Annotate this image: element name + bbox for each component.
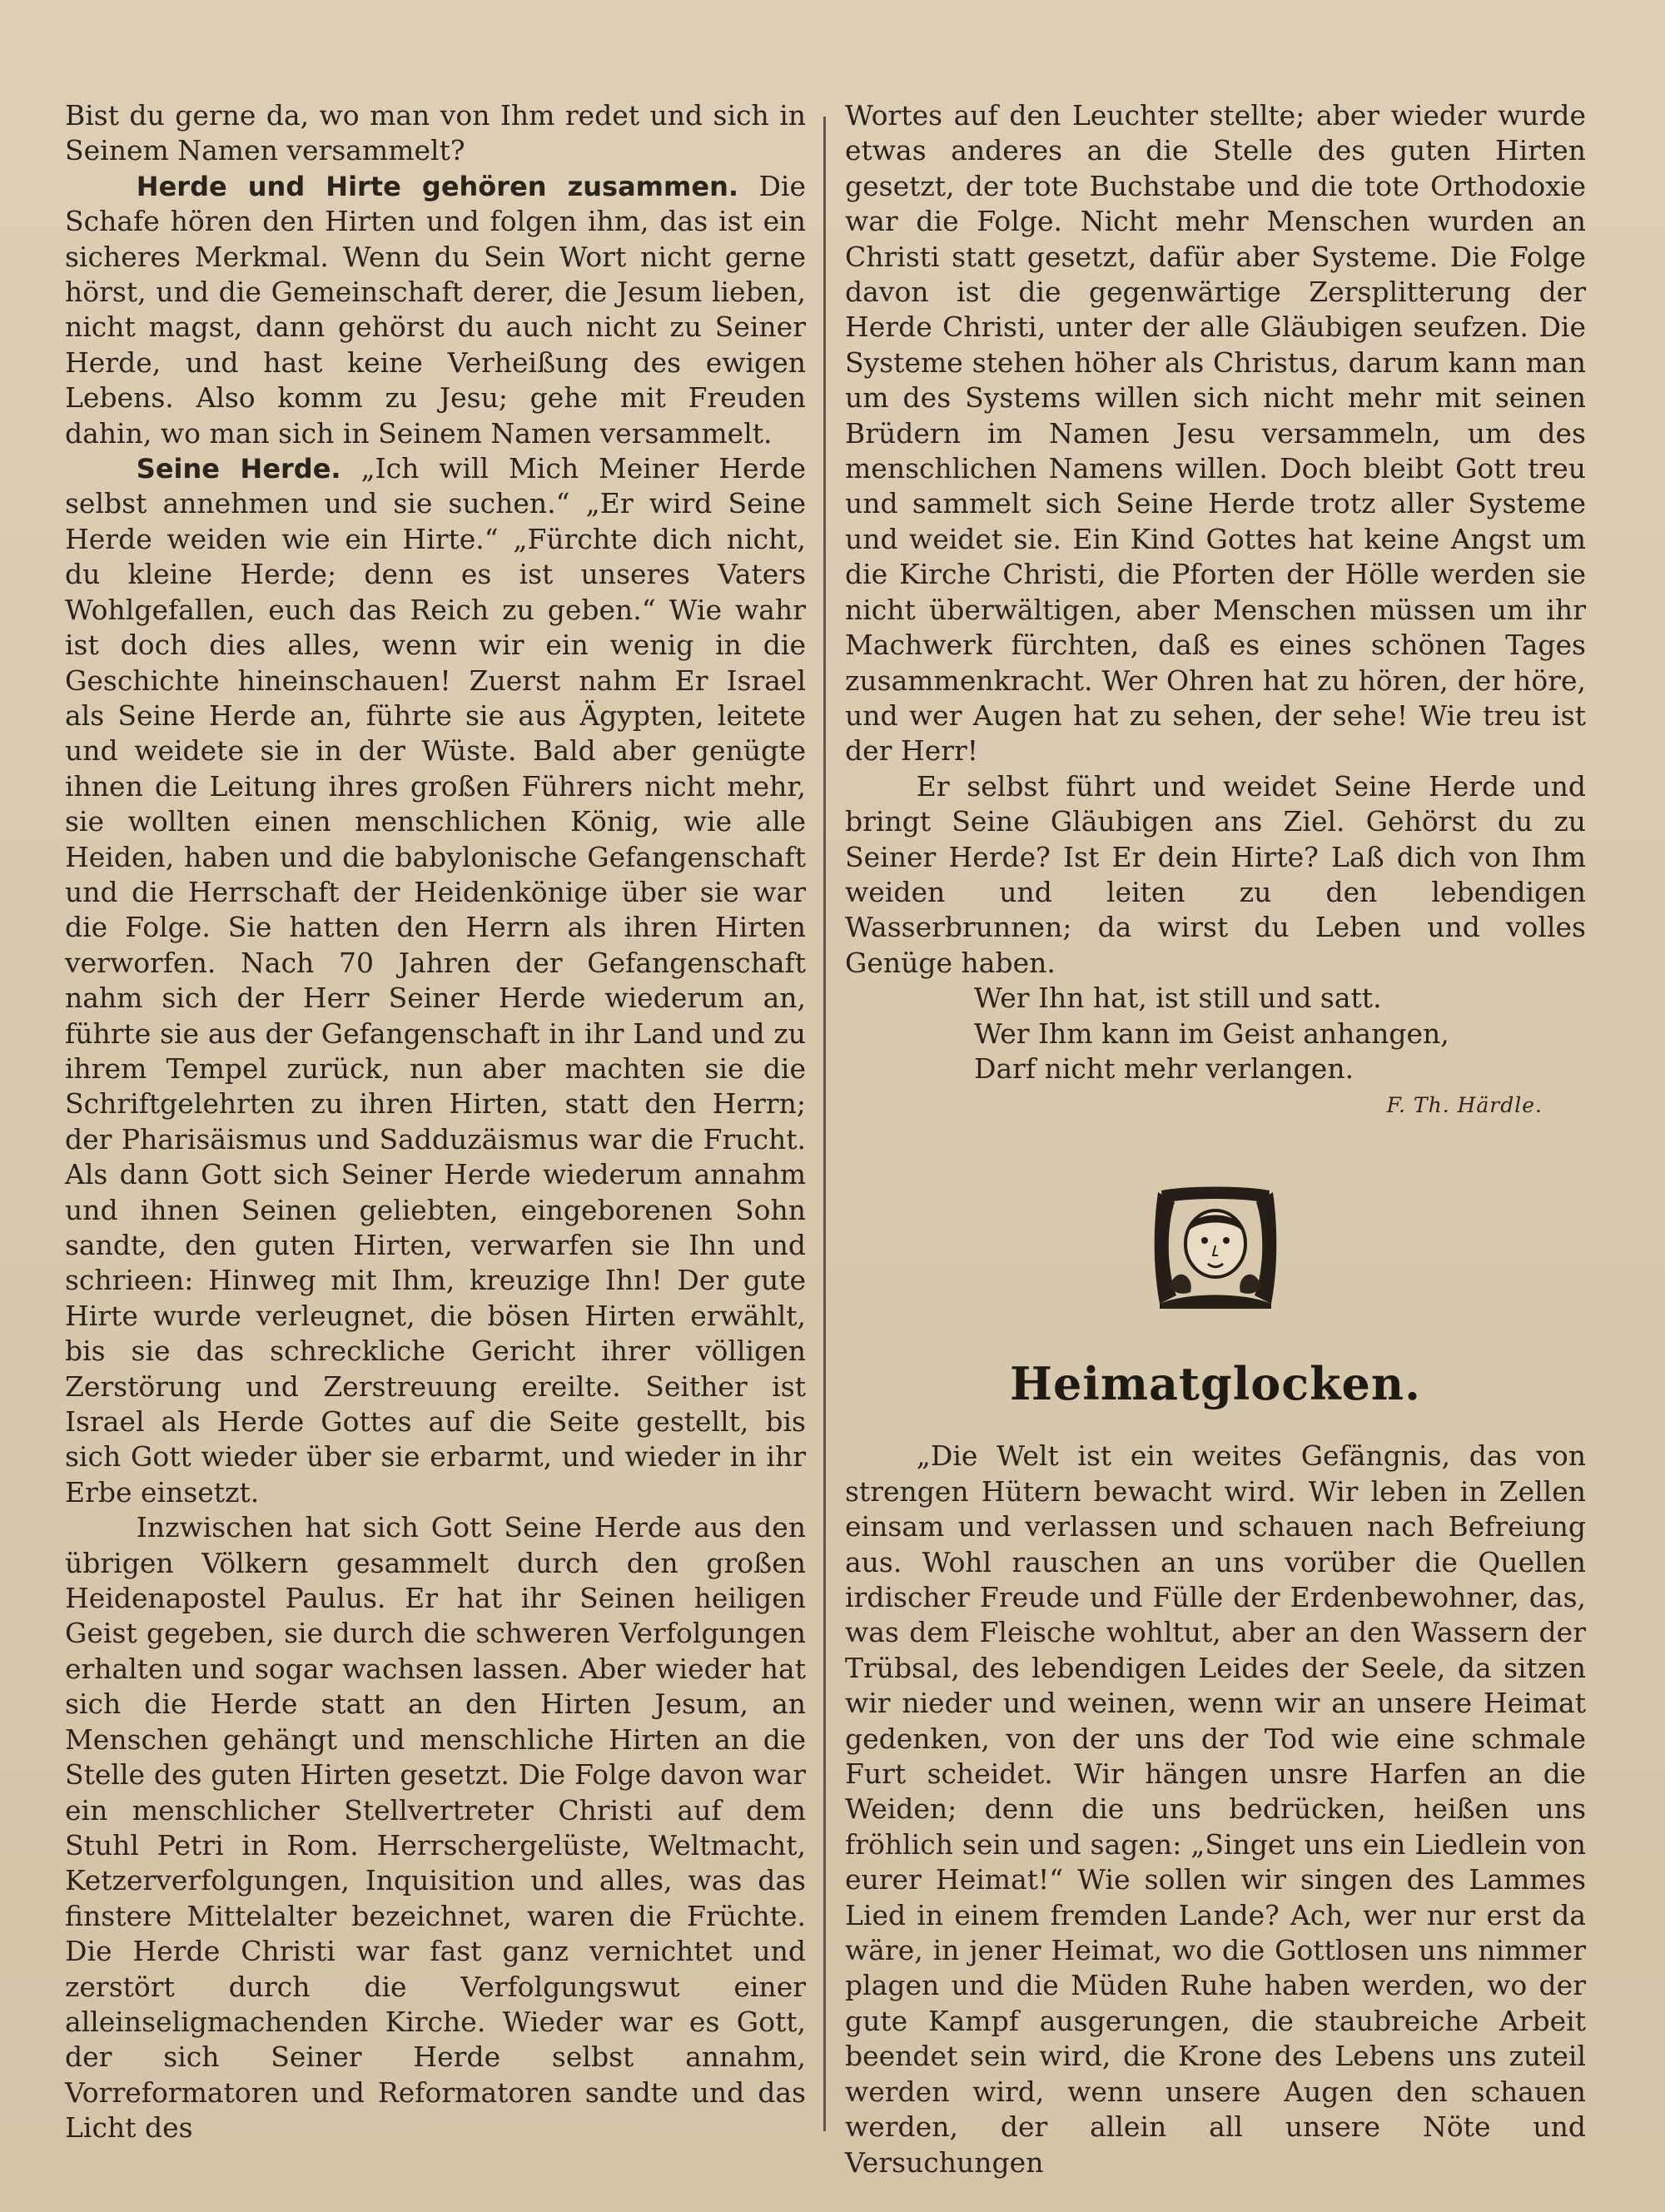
cherub-vignette-icon: [1153, 1186, 1278, 1310]
paragraph-herde-und-hirte-text: Die Schafe hören den Hirten und folgen ihm, das ist ein sicheres Merkmal. Wenn du Sein Wort nicht gerne hörst, und die Gemeinschaft derer, die Jesum lieben, nicht magst, dann gehörst du auch nicht zu Seiner Herde, und hast keine Verheißung des ewigen Lebens. Also komm zu Jesu; gehe mit Freuden dahin, wo man sich in Seinem Namen versammelt.: [65, 169, 806, 450]
paragraph-die-welt: „Die Welt ist ein weites Gefängnis, das von strengen Hütern bewacht wird. Wir leben in Zellen einsam und verlassen und schauen nach Befreiung aus. Wohl rauschen an uns vorüber die Quellen irdischer Freude und Fülle der Erdenbewohner, das, was dem Fleische wohltut, aber an den Wassern der Trübsal, des lebendigen Leides der Seele, da sitzen wir nieder und weinen, wenn wir an unsere Heimat gedenken, von der uns der Tod wie eine schmale Furt scheidet. Wir hängen unsre Harfen an die Weiden; denn die uns bedrücken, heißen uns fröhlich sein und sagen: „Singet uns ein Liedlein von eurer Heimat!“ Wie sollen wir singen des Lammes Lied in einem fremden Lande? Ach, wer nur erst da wäre, in jener Heimat, wo die Gottlosen uns nimmer plagen und die Müden Ruhe haben werden, wo der gute Kampf ausgerungen, die staubreiche Arbeit beendet sein wird, die Krone des Lebens uns zuteil werden wird, wenn unsere Augen den schauen werden, der allein all unsere Nöte und Versuchungen: [845, 1439, 1586, 2179]
paragraph-er-selbst: Er selbst führt und weidet Seine Herde und bringt Seine Gläubigen ans Ziel. Gehörst du zu Seiner Herde? Ist Er dein Hirte? Laß dich von Ihm weiden und leiten zu den lebendigen Wasserbrunnen; da wirst du Leben und volles Genüge haben.: [845, 769, 1586, 979]
paragraph-inzwischen: Inzwischen hat sich Gott Seine Herde aus den übrigen Völkern gesammelt durch den großen Heidenapostel Paulus. Er hat ihr Seinen heiligen Geist gegeben, sie durch die schweren Verfolgungen erhalten und sogar wachsen lassen. Aber wieder hat sich die Herde statt an den Hirten Jesum, an Menschen gehängt und menschliche Hirten an die Stelle des guten Hirten gesetzt. Die Folge davon war ein menschlicher Stellvertreter Christi auf dem Stuhl Petri in Rom. Herrschergelüste, Weltmacht, Ketzerverfolgungen, Inquisition und alles, was das finstere Mittelalter bezeichnet, waren die Früchte. Die Herde Christi war fast ganz vernichtet und zerstört durch die Verfolgungswut einer alleinseligmachenden Kirche. Wieder war es Gott, der sich Seiner Herde selbst annahm, Vorreformatoren und Reformatoren sandte und das Licht des: [65, 1511, 806, 2145]
lead-seine-herde: Seine Herde.: [136, 453, 341, 485]
section-heading: Heimatglocken.: [1010, 1357, 1421, 1411]
column-divider: [823, 117, 826, 2131]
poem-line-2: Wer Ihm kann im Geist anhangen,: [974, 1017, 1449, 1050]
author-signature: F. Th. Härdle.: [1386, 1093, 1543, 1118]
lead-herde-und-hirte: Herde und Hirte gehören zusammen.: [136, 170, 739, 202]
paragraph-seine-herde: [65, 451, 806, 1510]
section-body: [845, 1439, 1586, 2180]
left-column: [65, 98, 806, 2146]
right-column: [845, 98, 1586, 2180]
poem: [974, 981, 1586, 1086]
poem-line-3: Darf nicht mehr verlangen.: [974, 1051, 1354, 1085]
paragraph-herde-und-hirte: [65, 169, 806, 451]
paragraph-1: Bist du gerne da, wo man von Ihm redet und sich in Seinem Namen versammelt?: [65, 99, 806, 167]
paragraph-wortes: Wortes auf den Leuchter stellte; aber wieder wurde etwas anderes an die Stelle des guten Hirten gesetzt, der tote Buchstabe und die tote Orthodoxie war die Folge. Nicht mehr Menschen wurden an Christi statt gesetzt, dafür aber Systeme. Die Folge davon ist die gegenwärtige Zersplitterung der Herde Christi, unter der alle Gläubigen seufzen. Die Systeme stehen höher als Christus, darum kann man um des Systems willen sich nicht mehr mit seinen Brüdern im Namen Jesu versammeln, um des menschlichen Namens willen. Doch bleibt Gott treu und sammelt sich Seine Herde trotz aller Systeme und weidet sie. Ein Kind Gottes hat keine Angst um die Kirche Christi, die Pforten der Hölle werden sie nicht überwältigen, aber Menschen müssen um ihr Machwerk fürchten, daß es eines schönen Tages zusammenkracht. Wer Ohren hat zu hören, der höre, und wer Augen hat zu sehen, der sehe! Wie treu ist der Herr!: [845, 99, 1586, 768]
poem-line-1: Wer Ihn hat, ist still und satt.: [974, 982, 1382, 1015]
paragraph-seine-herde-text: „Ich will Mich Meiner Herde selbst annehmen und sie suchen.“ „Er wird Seine Herde weiden wie ein Hirte.“ „Fürchte dich nicht, du kleine Herde; denn es ist unseres Vaters Wohlgefallen, euch das Reich zu geben.“ Wie wahr ist doch dies alles, wenn wir ein wenig in die Geschichte hineinschauen! Zuerst nahm Er Israel als Seine Herde an, führte sie aus Ägypten, leitete und weidete sie in der Wüste. Bald aber genügte ihnen die Leitung ihres großen Führers nicht mehr, sie wollten einen menschlichen König, wie alle Heiden, haben und die babylonische Gefangenschaft und die Herrschaft der Heidenkönige über sie war die Folge. Sie hatten den Herrn als ihren Hirten verworfen. Nach 70 Jahren der Gefangenschaft nahm sich der Herr Seiner Herde wiederum an, führte sie aus der Gefangenschaft in ihr Land und zu ihrem Tempel zurück, nun aber machten sie die Schriftgelehrten zu ihren Hirten, statt den Herrn; der Pharisäismus und Sadduzäismus war die Frucht. Als dann Gott sich Seiner Herde wiederum annahm und ihnen Seinen geliebten, eingeborenen Sohn sandte, den guten Hirten, verwarfen sie Ihn und schrieen: Hinweg mit Ihm, kreuzige Ihn! Der gute Hirte wurde verleugnet, die bösen Hirten erwählt, bis sie das schreckliche Gericht ihrer völligen Zerstörung und Zerstreuung ereilte. Seither ist Israel als Herde Gottes auf die Seite gestellt, bis sich Gott wieder über sie erbarmt, und wieder in ihr Erbe einsetzt.: [65, 452, 806, 1509]
